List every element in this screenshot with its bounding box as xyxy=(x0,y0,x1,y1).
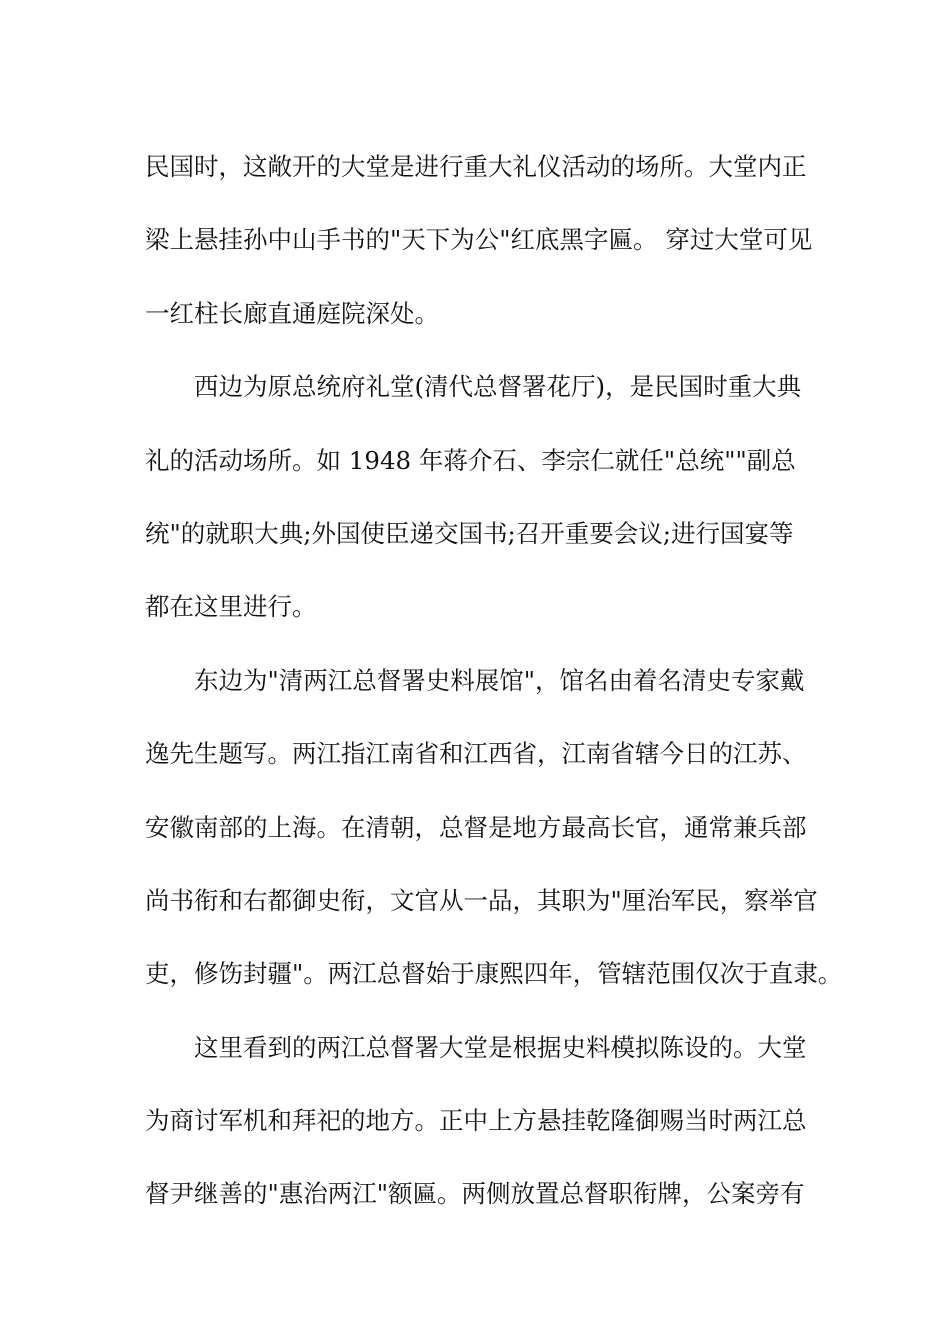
document-body xyxy=(145,130,843,1231)
text-line: 逸先生题写。两江指江南省和江西省，江南省辖今日的江苏、 xyxy=(145,739,807,769)
paragraph-start-line: 东边为"清两江总督署史料展馆"，馆名由着名清史专家戴 xyxy=(194,665,805,695)
text-line: 一红柱长廊直通庭院深处。 xyxy=(145,298,439,328)
text-line: 梁上悬挂孙中山手书的"天下为公"红底黑字匾。 穿过大堂可见 xyxy=(145,225,813,255)
text-line: 礼的活动场所。如 1948 年蒋介石、李宗仁就任"总统""副总 xyxy=(145,445,796,475)
text-line: 为商讨军机和拜祀的地方。正中上方悬挂乾隆御赐当时两江总 xyxy=(145,1106,807,1136)
text-line: 都在这里进行。 xyxy=(145,592,317,622)
text-line: 民国时，这敞开的大堂是进行重大礼仪活动的场所。大堂内正 xyxy=(145,152,807,181)
text-line: 督尹继善的"惠治两江"额匾。两侧放置总督职衔牌，公案旁有 xyxy=(145,1179,805,1209)
text-line: 统"的就职大典;外国使臣递交国书;召开重要会议;进行国宴等 xyxy=(145,518,794,548)
text-line: 吏，修饬封疆"。两江总督始于康熙四年，管辖范围仅次于直隶。 xyxy=(145,959,843,989)
text-line: 尚书衔和右都御史衔，文官从一品，其职为"厘治军民，察举官 xyxy=(145,885,818,915)
paragraph-start-line: 这里看到的两江总督署大堂是根据史料模拟陈设的。大堂 xyxy=(194,1032,807,1062)
paragraph-start-line: 西边为原总统府礼堂(清代总督署花厅)，是民国时重大典 xyxy=(194,372,802,402)
text-line: 安徽南部的上海。在清朝，总督是地方最高长官，通常兼兵部 xyxy=(145,812,807,842)
